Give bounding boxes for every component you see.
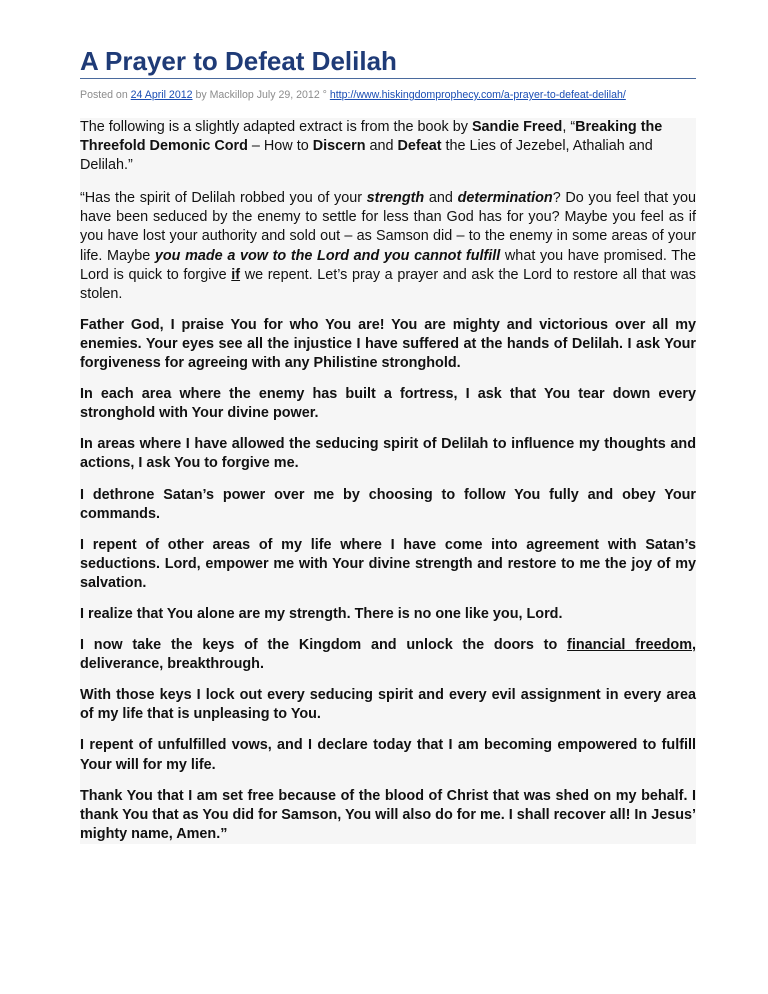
intro-text: , “ bbox=[562, 119, 576, 135]
prayer-paragraph-10: Thank You that I am set free because of the blood of Christ that was shed on my behalf. I thank You that as You did for Samson, You will also do for me. I shall recover all! In Jesus’ mighty name, Amen.” bbox=[80, 787, 696, 844]
if-word: if bbox=[231, 266, 241, 283]
prayer-paragraph-6: I realize that You alone are my strength. There is no one like you, Lord. bbox=[80, 605, 696, 636]
source-url-link[interactable]: http://www.hiskingdomprophecy.com/a-prayer-to-defeat-delilah/ bbox=[329, 89, 626, 101]
quote-text: what you have promised. The Lord is quick to forgive bbox=[80, 247, 696, 283]
prayer-paragraph-8: With those keys I lock out every seducing spirit and every evil assignment in every area of my life that is unpleasing to You. bbox=[80, 686, 696, 736]
intro-text: – How to bbox=[247, 138, 313, 155]
author-name: Sandie Freed bbox=[471, 119, 563, 135]
quote-text: and bbox=[424, 190, 458, 207]
prayer-text: I now take the keys of the Kingdom and unlock the doors to bbox=[80, 637, 568, 654]
intro-paragraph bbox=[80, 118, 696, 189]
discern-word: Discern bbox=[312, 138, 366, 155]
quote-paragraph bbox=[80, 189, 696, 316]
prayer-paragraph-3: In areas where I have allowed the seducing spirit of Delilah to influence my thoughts and actions, I ask You to forgive me. bbox=[80, 435, 696, 485]
post-meta bbox=[80, 88, 696, 102]
prayer-paragraph-9: I repent of unfulfilled vows, and I declare today that I am becoming empowered to fulfill Your will for my life. bbox=[80, 736, 696, 786]
financial-freedom-link[interactable]: financial freedom bbox=[567, 637, 692, 654]
author-text: by Mackillop July 29, 2012 ° bbox=[192, 89, 330, 101]
quote-text: ? Do you feel that you have been seduced by the enemy to settle for less than God has for you? Maybe you feel as if you have lost your authority and sold out – as Samson did – to the enemy in some areas of your life. Maybe bbox=[80, 190, 696, 264]
intro-text: The following is a slightly adapted extract is from the book by bbox=[80, 119, 472, 135]
intro-text: and bbox=[365, 138, 398, 155]
quote-text: “Has the spirit of Delilah robbed you of your bbox=[80, 190, 367, 207]
vow-phrase: you made a vow to the Lord and you cannot fulfill bbox=[154, 247, 501, 264]
defeat-word: Defeat bbox=[397, 138, 442, 155]
book-title: Breaking the Threefold Demonic Cord bbox=[80, 119, 663, 155]
page-title: A Prayer to Defeat Delilah bbox=[80, 46, 696, 79]
determination-word: determination bbox=[457, 190, 553, 207]
strength-word: strength bbox=[366, 190, 425, 207]
prayer-paragraph-7 bbox=[80, 636, 696, 686]
date-link[interactable]: 24 April 2012 bbox=[130, 89, 193, 101]
prayer-paragraph-5: I repent of other areas of my life where I have come into agreement with Satan’s seductions. Lord, empower me with Your divine strength and restore to me the joy of my salvation. bbox=[80, 536, 696, 605]
prayer-paragraph-2: In each area where the enemy has built a fortress, I ask that You tear down every stronghold with Your divine power. bbox=[80, 385, 696, 435]
intro-text: the Lies of Jezebel, Athaliah and Delilah.” bbox=[80, 138, 653, 174]
prayer-paragraph-1: Father God, I praise You for who You are! You are mighty and victorious over all my enemies. Your eyes see all the injustice I have suffered at the hands of Delilah. I ask Your forgiveness for agreeing with any Philistine stronghold. bbox=[80, 316, 696, 385]
quote-text: we repent. Let’s pray a prayer and ask the Lord to restore all that was stolen. bbox=[80, 266, 696, 302]
prayer-paragraph-4: I dethrone Satan’s power over me by choosing to follow You fully and obey Your commands. bbox=[80, 486, 696, 536]
posted-on-label: Posted on bbox=[80, 89, 131, 101]
prayer-text: , deliverance, breakthrough. bbox=[80, 637, 696, 673]
